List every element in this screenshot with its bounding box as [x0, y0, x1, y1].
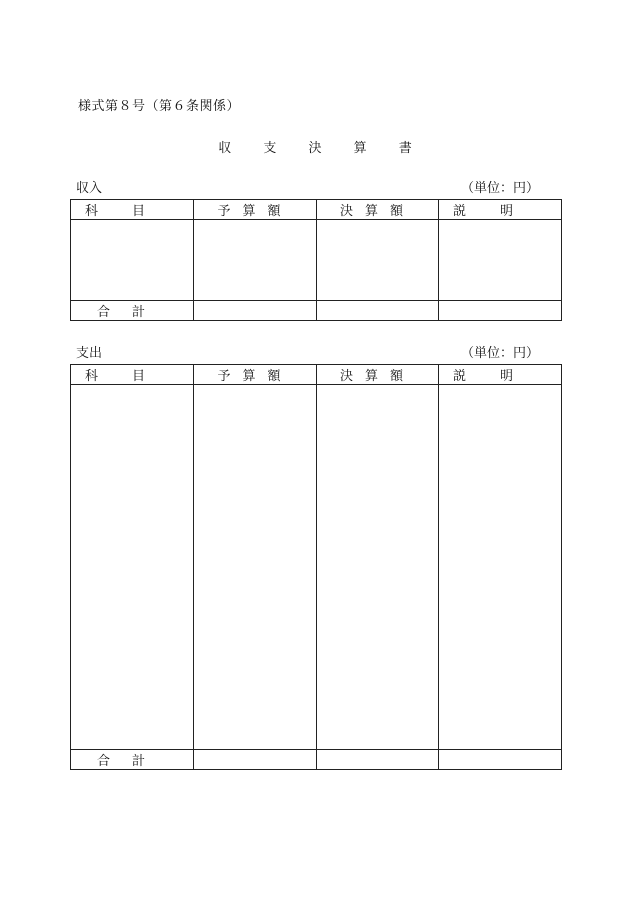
form-number: 様式第８号（第６条関係）: [78, 99, 241, 114]
expenditure-total-settlement-cell[interactable]: [317, 750, 439, 770]
expenditure-settlement-cell[interactable]: [317, 385, 439, 750]
expenditure-description-cell[interactable]: [439, 385, 562, 750]
income-body-row: [71, 220, 562, 301]
expenditure-section-label: 支出: [76, 346, 103, 361]
income-table: [70, 199, 562, 321]
income-total-row: [71, 301, 562, 321]
income-header-description: 説明: [439, 200, 562, 220]
expenditure-unit-label: （単位：円）: [460, 346, 539, 361]
expenditure-total-row: [71, 750, 562, 770]
expenditure-total-description-cell[interactable]: [439, 750, 562, 770]
income-total-budget-cell[interactable]: [194, 301, 317, 321]
expenditure-item-cell[interactable]: [71, 385, 194, 750]
expenditure-header-budget: 予算額: [194, 365, 317, 385]
income-header-item: 科目: [71, 200, 194, 220]
expenditure-header-description: 説明: [439, 365, 562, 385]
income-header-budget: 予算額: [194, 200, 317, 220]
expenditure-budget-cell[interactable]: [194, 385, 317, 750]
expenditure-header-item: 科目: [71, 365, 194, 385]
expenditure-header-settlement: 決算額: [317, 365, 439, 385]
income-header-settlement: 決算額: [317, 200, 439, 220]
document-title: 収 支 決 算 書: [218, 141, 426, 156]
income-budget-cell[interactable]: [194, 220, 317, 301]
income-unit-label: （単位：円）: [460, 181, 539, 196]
expenditure-total-budget-cell[interactable]: [194, 750, 317, 770]
income-description-cell[interactable]: [439, 220, 562, 301]
income-total-description-cell[interactable]: [439, 301, 562, 321]
income-header-row: [71, 200, 562, 220]
income-total-settlement-cell[interactable]: [317, 301, 439, 321]
expenditure-total-label: 合計: [71, 750, 194, 770]
income-section-label: 収入: [76, 181, 103, 196]
expenditure-table: [70, 364, 562, 770]
expenditure-body-row: [71, 385, 562, 750]
income-total-label: 合計: [71, 301, 194, 321]
income-item-cell[interactable]: [71, 220, 194, 301]
income-settlement-cell[interactable]: [317, 220, 439, 301]
expenditure-header-row: [71, 365, 562, 385]
